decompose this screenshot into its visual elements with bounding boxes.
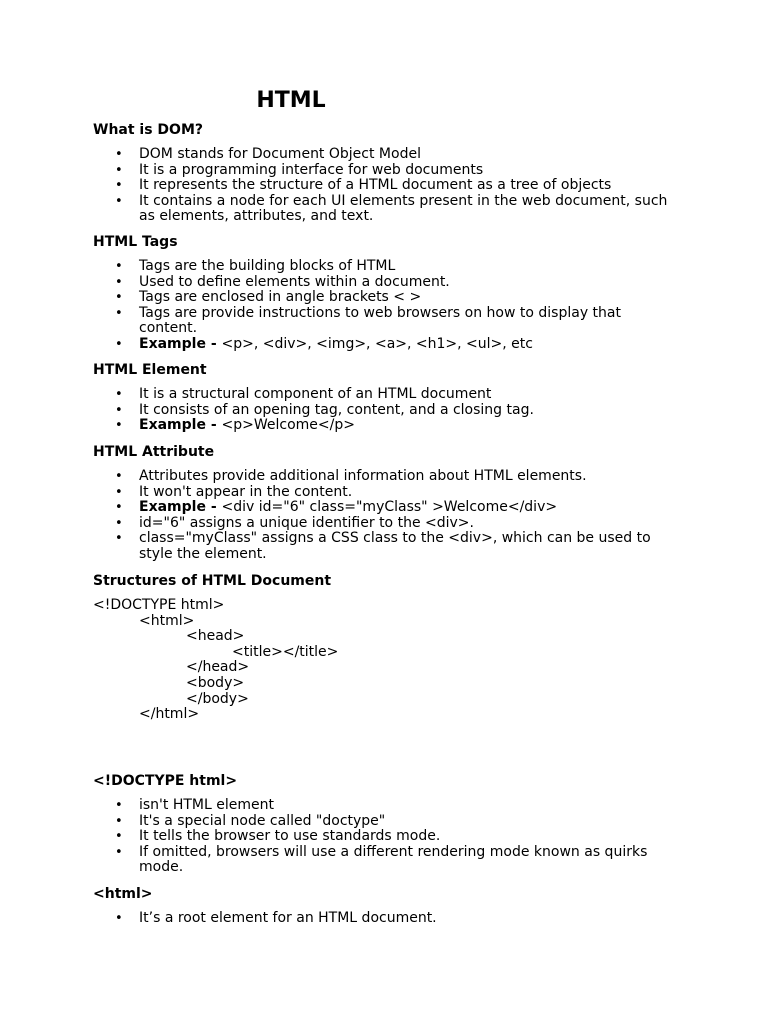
list-item — [93, 306, 673, 337]
list-item-text: <div id="6" class="myClass" >Welcome</div> — [221, 499, 558, 516]
document-title: HTML — [256, 88, 326, 113]
bullet-icon: • — [115, 147, 123, 162]
list-item-text: Attributes provide additional information about HTML elements. — [139, 468, 587, 484]
list-item-text: id="6" assigns a unique identifier to the <div>. — [139, 514, 474, 531]
bullet-icon: • — [115, 259, 123, 274]
list-item-text: It's a special node called "doctype" — [139, 812, 386, 829]
bullet-icon: • — [115, 515, 123, 531]
list-item — [93, 485, 673, 501]
list-item — [93, 194, 673, 225]
bullet-icon: • — [115, 500, 123, 516]
list-item — [93, 403, 673, 419]
list-item — [93, 798, 673, 814]
list-item — [93, 829, 673, 845]
bullet-icon: • — [115, 911, 123, 926]
bullet-icon: • — [115, 290, 123, 306]
section-what-is-dom — [93, 122, 673, 225]
bullet-icon: • — [115, 798, 123, 813]
list-item — [93, 418, 673, 434]
section-html-root — [93, 886, 673, 927]
code-block — [93, 598, 673, 723]
bullet-icon: • — [115, 336, 123, 352]
bullet-icon: • — [115, 193, 123, 209]
list-item-text: <p>Welcome</p> — [221, 417, 355, 434]
code-line: <!DOCTYPE html> — [93, 597, 225, 613]
bullet-icon: • — [115, 387, 123, 402]
code-line: </head> — [186, 659, 250, 676]
code-line: <head> — [186, 628, 245, 645]
bullet-icon: • — [115, 844, 123, 860]
example-label: Example - — [139, 417, 222, 434]
bullet-icon: • — [115, 162, 123, 178]
bullet-icon: • — [115, 418, 123, 434]
list-item — [93, 147, 673, 163]
example-label: Example - — [139, 335, 222, 352]
list-item — [93, 387, 673, 403]
list-item-text: It is a structural component of an HTML document — [139, 386, 492, 402]
bullet-list — [93, 798, 673, 876]
list-item — [93, 178, 673, 194]
list-item-text: Tags are the building blocks of HTML — [139, 258, 396, 274]
list-item-text: class="myClass" assigns a CSS class to the <div>, which can be used to style the element. — [139, 530, 651, 562]
list-item-text: It contains a node for each UI elements present in the web document, such as elements, attributes, and text. — [139, 192, 668, 225]
section-heading: What is DOM? — [93, 122, 204, 138]
example-label: Example - — [139, 499, 222, 516]
section-heading: <html> — [93, 886, 153, 902]
section-html-element — [93, 362, 673, 434]
code-line: </body> — [186, 690, 249, 707]
list-item — [93, 259, 673, 275]
list-item-text: It’s a root element for an HTML document. — [139, 910, 437, 926]
list-item — [93, 337, 673, 353]
list-item-text: It is a programming interface for web documents — [139, 161, 484, 178]
list-item-text: Used to define elements within a document. — [139, 273, 450, 290]
list-item-text: It represents the structure of a HTML document as a tree of objects — [139, 177, 612, 194]
bullet-list — [93, 387, 673, 434]
bullet-icon: • — [115, 531, 123, 547]
list-item-text: It consists of an opening tag, content, and a closing tag. — [139, 401, 534, 418]
section-heading: <!DOCTYPE html> — [93, 773, 238, 789]
bullet-icon: • — [115, 178, 123, 194]
list-item — [93, 845, 673, 876]
section-heading: HTML Element — [93, 362, 207, 378]
list-item — [93, 469, 673, 485]
list-item-text: If omitted, browsers will use a different rendering mode known as quirks mode. — [139, 843, 648, 876]
list-item — [93, 290, 673, 306]
list-item-text: It tells the browser to use standards mode. — [139, 828, 441, 845]
bullet-icon: • — [115, 829, 123, 845]
list-item — [93, 911, 673, 927]
bullet-list — [93, 911, 673, 927]
list-item — [93, 814, 673, 830]
list-item — [93, 516, 673, 532]
section-structure — [93, 573, 673, 723]
section-doctype — [93, 773, 673, 876]
bullet-icon: • — [115, 813, 123, 829]
list-item — [93, 275, 673, 291]
bullet-list — [93, 259, 673, 353]
bullet-icon: • — [115, 484, 123, 500]
list-item-text: DOM stands for Document Object Model — [139, 146, 421, 162]
code-line: </html> — [139, 706, 200, 723]
section-heading: HTML Tags — [93, 234, 178, 250]
code-line: <body> — [186, 674, 245, 691]
list-item — [93, 531, 673, 562]
section-html-tags — [93, 234, 673, 353]
section-heading: HTML Attribute — [93, 444, 215, 460]
list-item — [93, 500, 673, 516]
section-html-attribute — [93, 444, 673, 563]
bullet-list — [93, 469, 673, 563]
bullet-icon: • — [115, 402, 123, 418]
list-item — [93, 163, 673, 179]
list-item-text: <p>, <div>, <img>, <a>, <h1>, <ul>, etc — [221, 335, 533, 352]
code-line: <title></title> — [232, 643, 339, 660]
section-heading: Structures of HTML Document — [93, 573, 332, 589]
code-line: <html> — [139, 612, 195, 629]
bullet-icon: • — [115, 469, 123, 484]
bullet-icon: • — [115, 305, 123, 321]
bullet-icon: • — [115, 274, 123, 290]
list-item-text: Tags are enclosed in angle brackets < > — [139, 289, 422, 306]
list-item-text: isn't HTML element — [139, 797, 274, 813]
list-item-text: Tags are provide instructions to web browsers on how to display that content. — [139, 304, 621, 337]
list-item-text: It won't appear in the content. — [139, 483, 353, 500]
bullet-list — [93, 147, 673, 225]
